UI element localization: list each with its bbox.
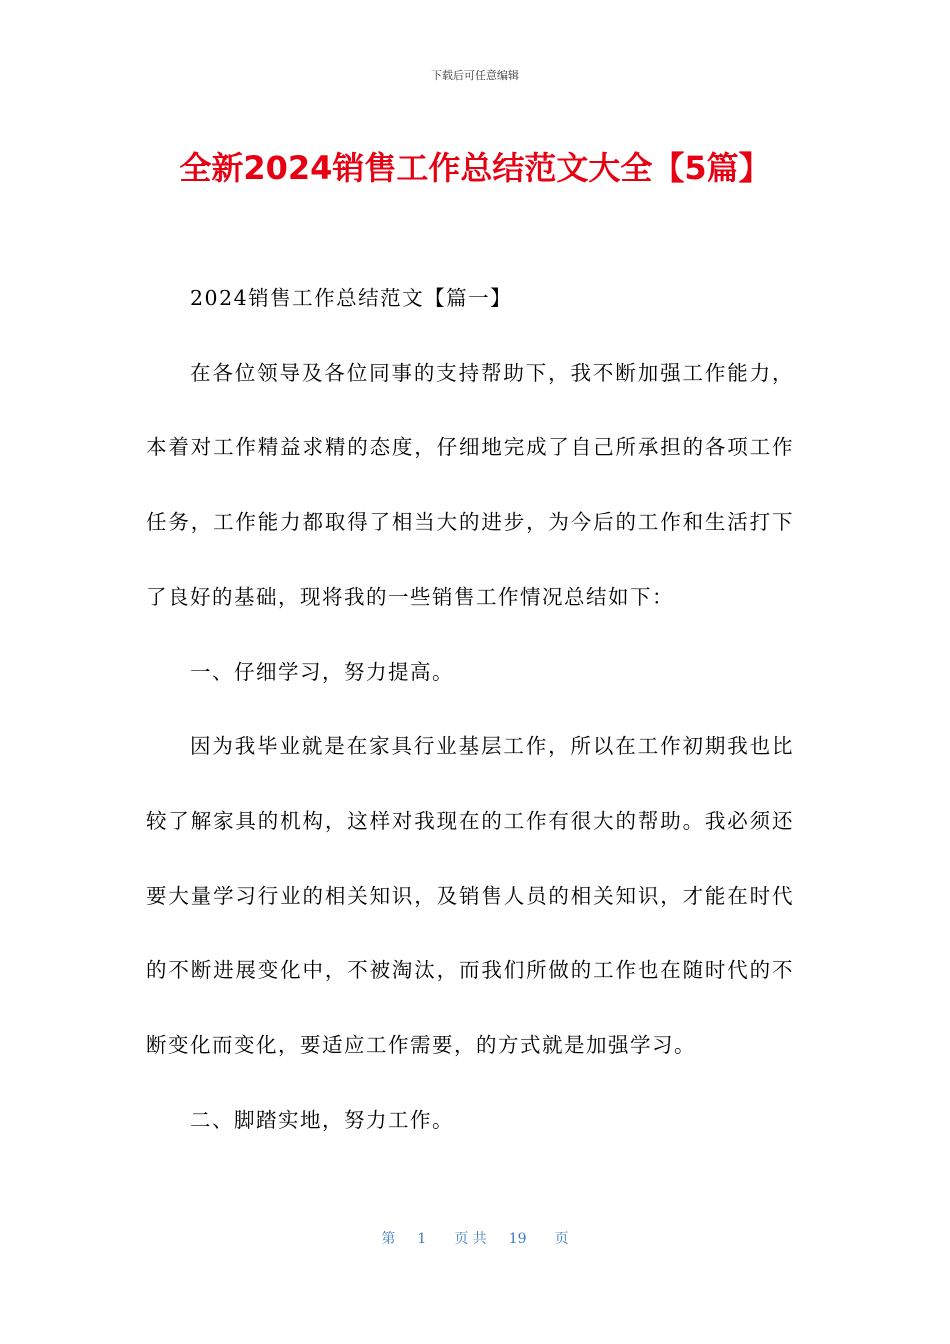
section-heading: 2024销售工作总结范文【篇一】 bbox=[190, 286, 513, 310]
page-suffix: 页 bbox=[554, 1231, 569, 1247]
subsection-heading: 二、脚踏实地，努力工作。 bbox=[190, 1107, 454, 1132]
page-footer bbox=[0, 1228, 950, 1248]
page-prefix: 第 bbox=[381, 1231, 396, 1247]
page-middle-text: 页 共 bbox=[454, 1231, 487, 1247]
document-title: 全新2024销售工作总结范文大全【5篇】 bbox=[179, 149, 771, 187]
document-body bbox=[146, 261, 794, 1157]
header-note: 下载后可任意编辑 bbox=[431, 69, 519, 82]
body-paragraph: 在各位领导及各位同事的支持帮助下，我不断加强工作能力，本着对工作精益求精的态度，仔细地完成了自己所承担的各项工作任务，工作能力都取得了相当大的进步，为今后的工作和生活打下了良好的基础，现将我的一些销售工作情况总结如下： bbox=[146, 360, 794, 609]
body-paragraph: 因为我毕业就是在家具行业基层工作，所以在工作初期我也比较了解家具的机构，这样对我现在的工作有很大的帮助。我必须还要大量学习行业的相关知识，及销售人员的相关知识，才能在时代的不断进展变化中，不被淘汰，而我们所做的工作也在随时代的不断变化而变化，要适应工作需要，的方式就是加强学习。 bbox=[146, 734, 794, 1058]
current-page-number: 1 bbox=[417, 1231, 427, 1247]
subsection-heading: 一、仔细学习，努力提高。 bbox=[190, 659, 454, 684]
total-pages-number: 19 bbox=[508, 1231, 527, 1247]
